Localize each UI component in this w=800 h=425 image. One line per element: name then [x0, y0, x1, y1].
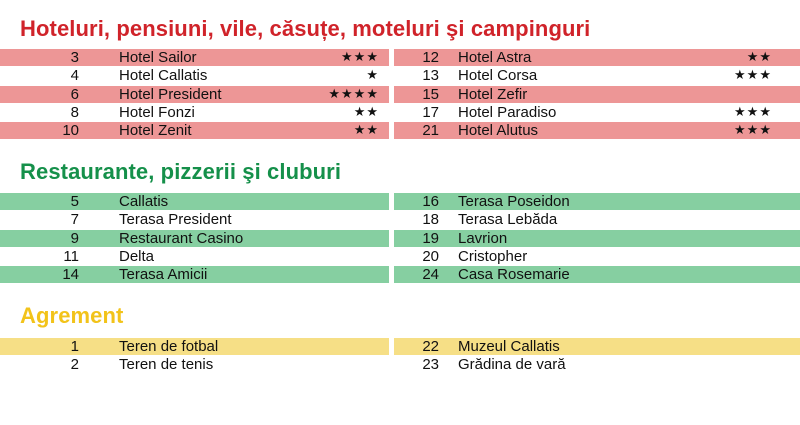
item-name: Callatis	[119, 193, 169, 211]
list-item	[0, 49, 389, 66]
list-item	[0, 356, 389, 373]
star-rating-icon: ★★★	[734, 68, 772, 84]
table-row	[0, 66, 800, 84]
list-item	[394, 211, 800, 228]
list-item	[394, 356, 800, 373]
item-name: Delta	[119, 247, 155, 265]
item-number: 20	[422, 247, 439, 265]
list-item	[394, 193, 800, 210]
star-rating-icon: ★★★★	[328, 86, 379, 102]
item-name: Hotel Callatis	[119, 67, 208, 85]
list-item	[394, 49, 800, 66]
list-item	[0, 211, 389, 228]
list-item	[0, 248, 389, 265]
item-number: 23	[422, 356, 439, 374]
table-row	[0, 121, 800, 139]
restaurants-heading: Restaurante, pizzerii şi cluburi	[20, 159, 342, 184]
list-item	[0, 86, 389, 103]
item-number: 11	[63, 247, 79, 265]
item-number: 22	[422, 338, 439, 356]
list-item	[394, 104, 800, 121]
item-name: Teren de fotbal	[119, 338, 219, 356]
item-name: Hotel Sailor	[119, 49, 197, 67]
item-name: Hotel Astra	[458, 49, 532, 67]
list-item	[0, 67, 389, 84]
list-item	[394, 67, 800, 84]
item-name: Muzeul Callatis	[458, 338, 560, 356]
item-name: Terasa Poseidon	[458, 193, 570, 211]
item-number: 8	[70, 103, 79, 121]
list-item	[0, 230, 389, 247]
item-name: Lavrion	[458, 229, 508, 247]
item-number: 6	[70, 85, 79, 103]
item-number: 10	[62, 122, 79, 140]
list-item	[0, 122, 389, 139]
star-rating-icon: ★★	[353, 123, 379, 138]
item-number: 14	[62, 266, 79, 284]
item-number: 5	[70, 193, 79, 211]
list-item	[394, 86, 800, 103]
item-name: Hotel Fonzi	[119, 103, 195, 121]
item-name: Teren de tenis	[119, 356, 214, 374]
item-name: Terasa Amicii	[119, 266, 208, 284]
item-number: 9	[70, 229, 79, 247]
list-item	[0, 104, 389, 121]
restaurants-table	[0, 192, 800, 283]
table-row	[0, 192, 800, 210]
item-number: 15	[422, 85, 439, 103]
item-name: Hotel Alutus	[458, 122, 539, 140]
item-number: 24	[422, 266, 439, 284]
table-row	[0, 337, 800, 355]
item-number: 2	[70, 356, 79, 374]
table-row	[0, 103, 800, 121]
list-item	[0, 266, 389, 283]
item-number: 3	[70, 49, 79, 67]
leisure-table	[0, 337, 800, 374]
table-row	[0, 210, 800, 228]
item-number: 17	[422, 103, 439, 121]
item-number: 18	[422, 211, 439, 229]
item-name: Restaurant Casino	[119, 229, 244, 247]
table-row	[0, 265, 800, 283]
item-name: Terasa President	[119, 211, 232, 229]
star-rating-icon: ★★	[746, 50, 772, 65]
table-row	[0, 48, 800, 66]
list-item	[394, 266, 800, 283]
list-item	[394, 122, 800, 139]
star-rating-icon: ★★★	[734, 104, 772, 120]
list-item	[394, 230, 800, 247]
item-name: Hotel Zefir	[458, 85, 528, 103]
item-name: Cristopher	[458, 247, 528, 265]
item-number: 4	[70, 67, 79, 85]
item-name: Grădina de vară	[458, 356, 566, 374]
star-rating-icon: ★★★	[341, 50, 379, 65]
item-number: 19	[422, 229, 439, 247]
item-name: Hotel President	[119, 85, 222, 103]
item-number: 16	[422, 193, 439, 211]
hotels-heading: Hoteluri, pensiuni, vile, căsuțe, moteluri şi campinguri	[20, 16, 591, 41]
item-number: 12	[422, 49, 439, 67]
item-number: 7	[70, 211, 79, 229]
leisure-heading: Agrement	[20, 303, 124, 328]
list-item	[0, 193, 389, 210]
hotels-table	[0, 48, 800, 139]
table-row	[0, 229, 800, 247]
table-row	[0, 247, 800, 265]
item-name: Hotel Zenit	[119, 122, 192, 140]
item-name: Terasa Lebăda	[458, 211, 558, 229]
item-number: 13	[422, 67, 439, 85]
star-rating-icon: ★	[366, 68, 379, 84]
item-name: Hotel Corsa	[458, 67, 538, 85]
star-rating-icon: ★★★	[734, 123, 772, 138]
table-row	[0, 85, 800, 103]
item-number: 1	[70, 338, 79, 356]
item-number: 21	[422, 122, 439, 140]
list-item	[0, 338, 389, 355]
list-item	[394, 338, 800, 355]
item-name: Casa Rosemarie	[458, 266, 570, 284]
star-rating-icon: ★★	[353, 104, 379, 120]
item-name: Hotel Paradiso	[458, 103, 557, 121]
table-row	[0, 355, 800, 373]
list-item	[394, 248, 800, 265]
